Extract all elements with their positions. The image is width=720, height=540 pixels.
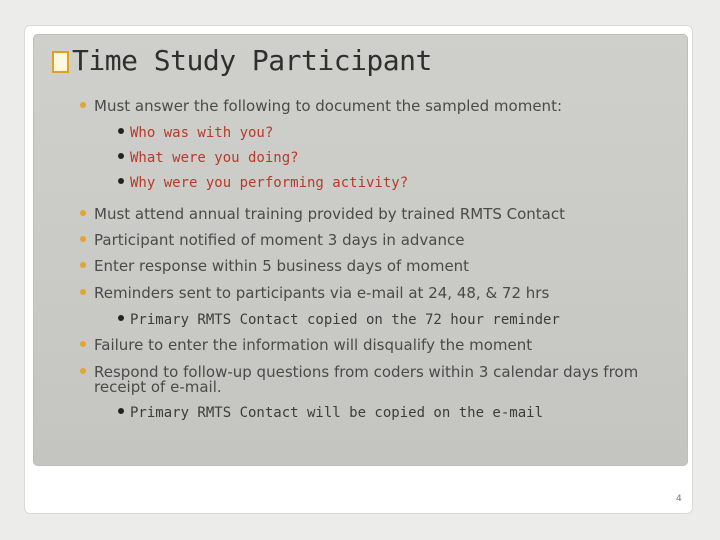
bullet-item (80, 231, 464, 249)
slide-title-text: Time Study Participant (72, 44, 432, 77)
bullet-item (80, 97, 562, 115)
bullet-item (80, 365, 684, 395)
sub-bullet-item (118, 312, 560, 328)
sub-bullet-icon (118, 128, 124, 134)
bullet-text: Failure to enter the information will disqualify the moment (94, 336, 533, 354)
bullet-text: Participant notified of moment 3 days in advance (94, 231, 465, 249)
bullet-icon (80, 289, 86, 295)
sub-bullet-text: Primary RMTS Contact will be copied on the e-mail (130, 405, 544, 421)
bullet-icon (80, 236, 86, 242)
bullet-item (80, 336, 532, 354)
bullet-icon (80, 210, 86, 216)
sub-bullet-icon (118, 408, 124, 414)
sub-bullet-text: Why were you performing activity? (130, 175, 409, 191)
sub-bullet-text: Who was with you? (130, 125, 274, 141)
bullet-text: Must answer the following to document the sampled moment: (94, 97, 563, 115)
bullet-icon (80, 341, 86, 347)
bullet-item (80, 205, 565, 223)
sub-bullet-item (118, 405, 543, 421)
sub-bullet-icon (118, 178, 124, 184)
bullet-icon (80, 262, 86, 268)
sub-bullet-icon (118, 315, 124, 321)
checkbox-icon (52, 51, 69, 73)
sub-bullet-item (118, 150, 299, 166)
bullet-text: Must attend annual training provided by trained RMTS Contact (94, 205, 566, 223)
bullet-icon (80, 102, 86, 108)
sub-bullet-text: What were you doing? (130, 150, 299, 166)
bullet-item (80, 284, 549, 302)
page-number: 4 (676, 494, 682, 504)
bullet-text: Respond to follow-up questions from coders within 3 calendar days from receipt of e-mail. (94, 363, 639, 396)
bullet-text: Reminders sent to participants via e-mail at 24, 48, & 72 hrs (94, 284, 550, 302)
sub-bullet-text: Primary RMTS Contact copied on the 72 hour reminder (130, 312, 560, 328)
slide-title (52, 44, 432, 77)
sub-bullet-item (118, 125, 273, 141)
sub-bullet-icon (118, 153, 124, 159)
bullet-icon (80, 368, 86, 374)
sub-bullet-item (118, 175, 408, 191)
bullet-text: Enter response within 5 business days of moment (94, 257, 470, 275)
bullet-item (80, 257, 469, 275)
